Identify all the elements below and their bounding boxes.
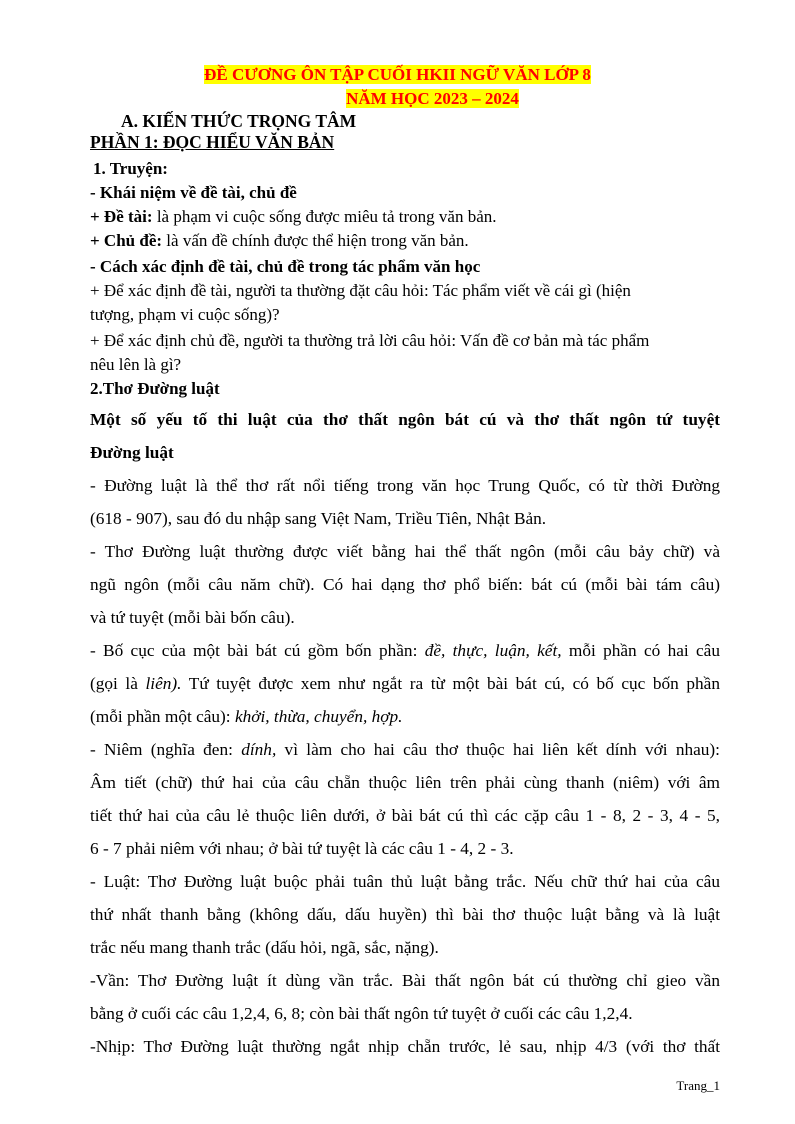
topic-label: + Đề tài: (90, 207, 153, 226)
p3-l1-text-b: mỗi phần có hai câu (561, 641, 720, 660)
poetry-body (90, 403, 720, 1063)
paragraph-5-line-3: trắc nếu mang thanh trắc (dấu hỏi, ngã, sắc, nặng). (90, 938, 439, 957)
part-1-heading: PHẦN 1: ĐỌC HIỂU VĂN BẢN (90, 132, 335, 152)
story-heading: 1. Truyện: (93, 159, 168, 178)
p3-l3-text-a: (mỗi phần một câu): (90, 707, 235, 726)
paragraph-4-line-4: 6 - 7 phải niêm với nhau; ở bài tứ tuyệt là các câu 1 - 4, 2 - 3. (90, 839, 514, 858)
section-a-heading: A. KIẾN THỨC TRỌNG TÂM (121, 111, 357, 131)
method-heading: - Cách xác định đề tài, chủ đề trong tác phẩm văn học (90, 257, 481, 276)
p4-l1-italic: dính, (241, 740, 277, 759)
paragraph-5-line-1: - Luật: Thơ Đường luật buộc phải tuân thủ luật bằng trắc. Nếu chữ thứ hai của câu (90, 872, 720, 891)
p3-l2-italic: liên). (145, 674, 182, 693)
concept-heading: - Khái niệm về đề tài, chủ đề (90, 183, 297, 202)
paragraph-4-line-1 (90, 733, 720, 766)
p4-l1-text-a: - Niêm (nghĩa đen: (90, 740, 242, 759)
paragraph-2-line-3: và tứ tuyệt (mỗi bài bốn câu). (90, 608, 295, 627)
paragraph-1-line-1: - Đường luật là thể thơ rất nổi tiếng trong văn học Trung Quốc, có từ thời Đường (90, 476, 720, 495)
theme-definition (90, 230, 469, 252)
paragraph-2-line-2: ngũ ngôn (mỗi câu năm chữ). Có hai dạng thơ phổ biến: bát cú (mỗi bài tám câu) (90, 575, 720, 594)
method-2-line-2: nêu lên là gì? (90, 355, 182, 374)
page-number: Trang_1 (676, 1078, 720, 1093)
p3-l3-italic: khởi, thừa, chuyển, hợp. (234, 707, 403, 726)
p3-l1-text-a: - Bố cục của một bài bát cú gồm bốn phần: (90, 641, 425, 660)
poetry-heading: 2.Thơ Đường luật (90, 379, 220, 398)
school-year: NĂM HỌC 2023 – 2024 (346, 89, 519, 108)
p3-l2-text-b: Tứ tuyệt được xem như ngắt ra từ một bài bát cú, có bố cục bốn phần (181, 674, 720, 693)
poetry-subheading-line-1: Một số yếu tố thi luật của thơ thất ngôn bát cú và thơ thất ngôn tứ tuyệt (90, 410, 720, 429)
p3-l1-italic: đề, thực, luận, kết, (424, 641, 562, 660)
paragraph-3-line-1 (90, 634, 720, 667)
p4-l1-text-b: vì làm cho hai câu thơ thuộc hai liên kết dính với nhau): (276, 740, 720, 759)
method-2-line-1: + Để xác định chủ đề, người ta thường trả lời câu hỏi: Vấn đề cơ bản mà tác phẩm (90, 331, 650, 350)
paragraph-6-line-2: bằng ở cuối các câu 1,2,4, 6, 8; còn bài thất ngôn tứ tuyệt ở cuối các câu 1,2,4. (90, 1004, 633, 1023)
method-1-line-1: + Để xác định đề tài, người ta thường đặt câu hỏi: Tác phẩm viết về cái gì (hiện (90, 281, 631, 300)
paragraph-6-line-1: -Vần: Thơ Đường luật ít dùng vần trắc. Bài thất ngôn bát cú thường chỉ gieo vần (90, 971, 720, 990)
topic-text: là phạm vi cuộc sống được miêu tả trong văn bản. (152, 207, 497, 226)
paragraph-4-line-2: Âm tiết (chữ) thứ hai của câu chẵn thuộc liên trên phải cùng thanh (niêm) với âm (90, 773, 720, 792)
document-title: ĐỀ CƯƠNG ÔN TẬP CUỐI HKII NGỮ VĂN LỚP 8 (204, 65, 591, 84)
theme-text: là vấn đề chính được thể hiện trong văn bản. (162, 231, 469, 250)
topic-definition (90, 206, 497, 228)
year-line (0, 88, 795, 110)
theme-label: + Chủ đề: (90, 231, 163, 250)
paragraph-7-line-1: -Nhịp: Thơ Đường luật thường ngắt nhịp chẵn trước, lẻ sau, nhịp 4/3 (với thơ thất (90, 1037, 720, 1056)
title-line (0, 64, 795, 86)
paragraph-4-line-3: tiết thứ hai của câu lẻ thuộc liên dưới, ở bài bát cú thì các cặp câu 1 - 8, 2 - 3, 4 - 5, (90, 806, 720, 825)
poetry-subheading-line-2: Đường luật (90, 443, 174, 462)
paragraph-5-line-2: thứ nhất thanh bằng (không dấu, dấu huyền) thì bài thơ thuộc luật bằng và là luật (90, 905, 720, 924)
method-1-line-2: tượng, phạm vi cuộc sống)? (90, 305, 280, 324)
paragraph-3-line-2 (90, 667, 720, 700)
paragraph-3-line-3 (90, 700, 720, 733)
paragraph-2-line-1: - Thơ Đường luật thường được viết bằng hai thể thất ngôn (mỗi câu bảy chữ) và (90, 542, 720, 561)
paragraph-1-line-2: (618 - 907), sau đó du nhập sang Việt Nam, Triều Tiên, Nhật Bản. (90, 509, 547, 528)
p3-l2-text-a: (gọi là (90, 674, 146, 693)
